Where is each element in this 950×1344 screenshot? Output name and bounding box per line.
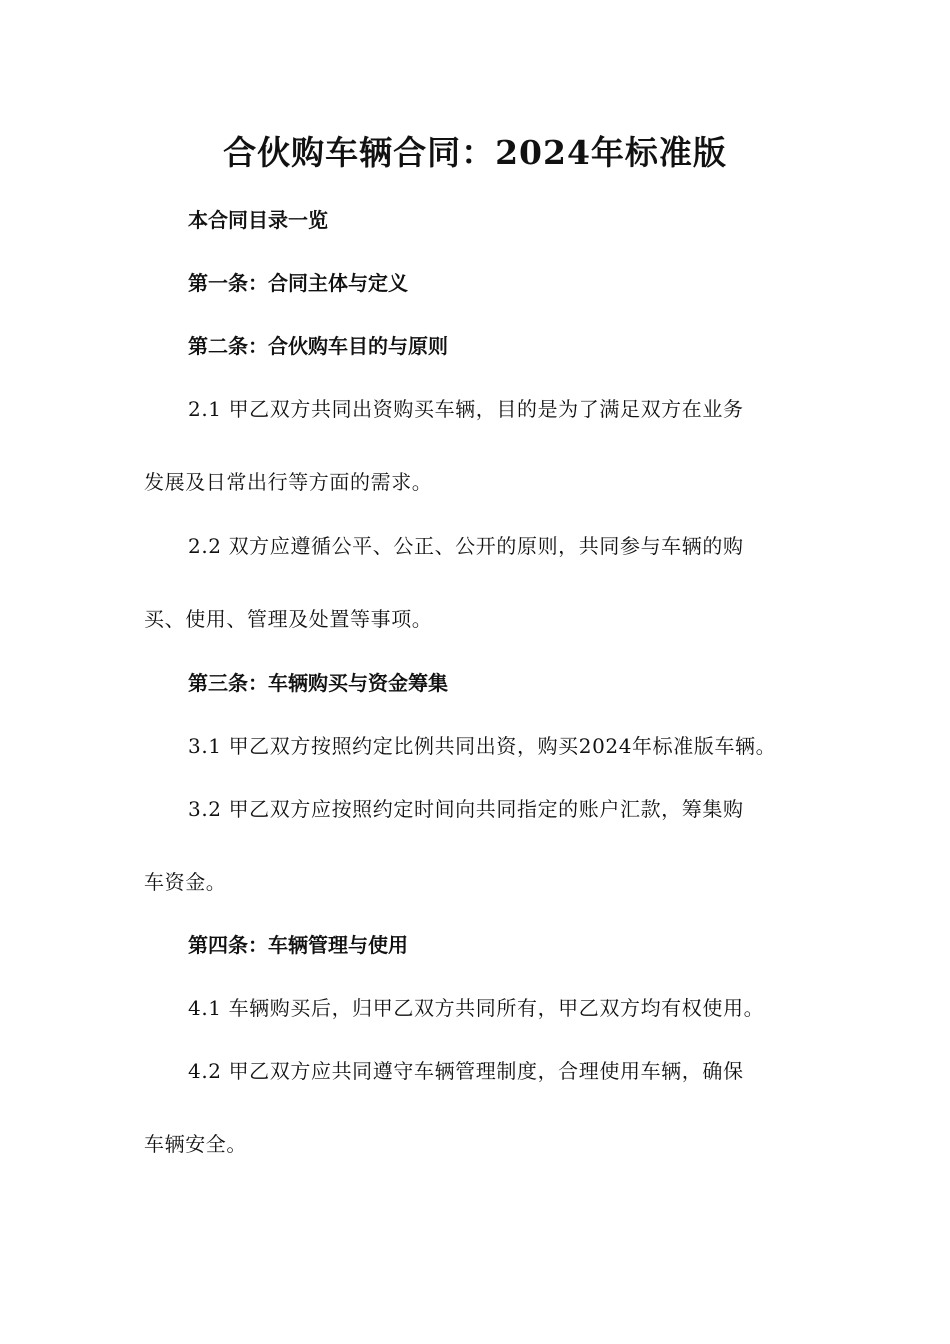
- clause-4-2-line-1: 4.2 甲乙双方应共同遵守车辆管理制度，合理使用车辆，确保: [188, 1059, 744, 1083]
- article-3-heading: 第三条：车辆购买与资金筹集: [188, 671, 448, 695]
- clause-2-2-line-1: 2.2 双方应遵循公平、公正、公开的原则，共同参与车辆的购: [188, 534, 744, 558]
- article-4-heading: 第四条：车辆管理与使用: [188, 933, 408, 957]
- toc-heading: 本合同目录一览: [188, 208, 328, 232]
- clause-3-1-line-1: 3.1 甲乙双方按照约定比例共同出资，购买2024年标准版车辆。: [188, 734, 777, 758]
- clause-4-2-line-2: 车辆安全。: [144, 1132, 247, 1156]
- clause-2-1-line-2: 发展及日常出行等方面的需求。: [144, 470, 433, 494]
- document-title: 合伙购车辆合同：2024年标准版: [223, 133, 727, 172]
- article-1-heading: 第一条：合同主体与定义: [188, 271, 408, 295]
- clause-3-2-line-2: 车资金。: [144, 870, 227, 894]
- clause-2-1-line-1: 2.1 甲乙双方共同出资购买车辆，目的是为了满足双方在业务: [188, 397, 744, 421]
- clause-3-2-line-1: 3.2 甲乙双方应按照约定时间向共同指定的账户汇款，筹集购: [188, 797, 744, 821]
- clause-4-1-line-1: 4.1 车辆购买后，归甲乙双方共同所有，甲乙双方均有权使用。: [188, 996, 765, 1020]
- clause-2-2-line-2: 买、使用、管理及处置等事项。: [144, 607, 433, 631]
- article-2-heading: 第二条：合伙购车目的与原则: [188, 334, 448, 358]
